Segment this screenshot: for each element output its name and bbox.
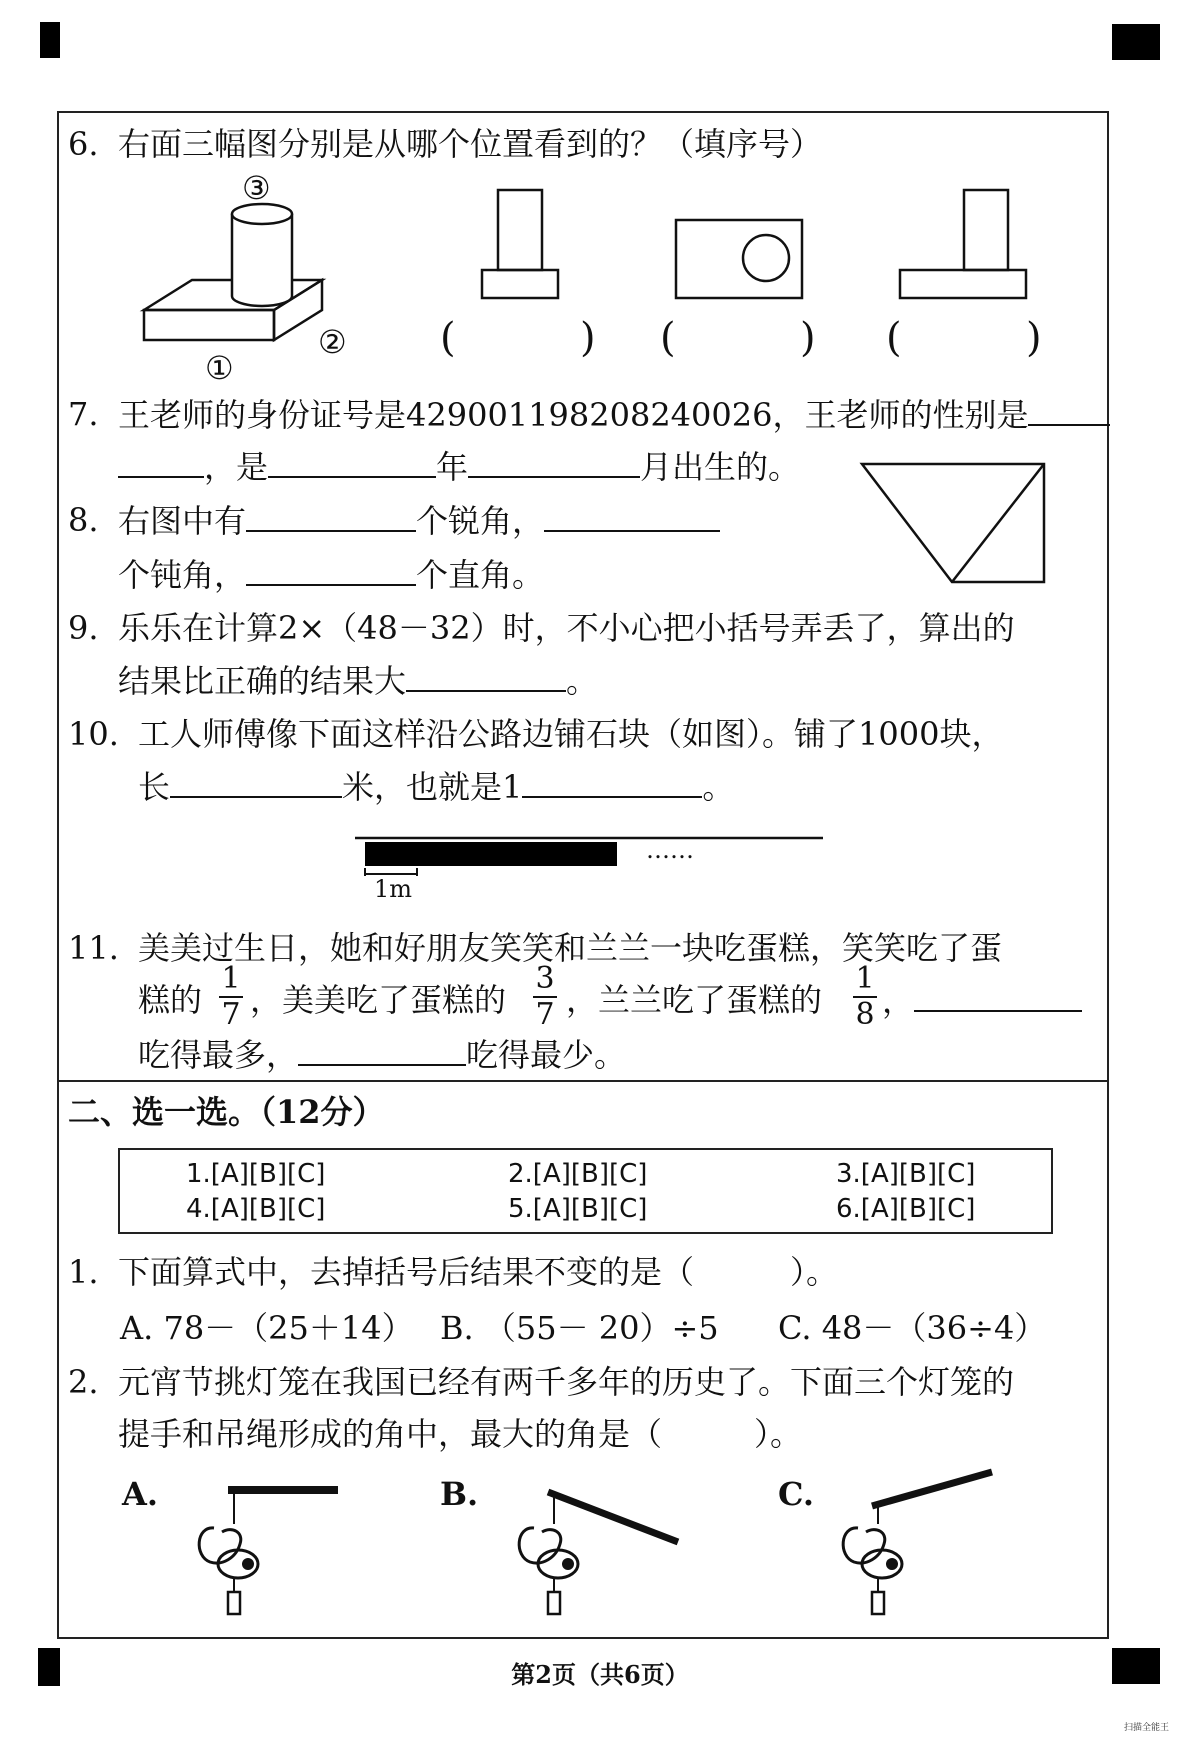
q7-line2 [118,446,800,487]
obtuse-count-blank[interactable] [544,500,720,532]
fraction-meimei [532,962,558,1032]
q11-comma: ， [882,982,915,1020]
fraction-3-denominator: 8 [855,997,875,1032]
position-label-1: ① [205,349,234,387]
right-count-blank[interactable] [246,554,416,586]
q11-line3 [138,1034,626,1075]
section-divider [57,1080,1109,1082]
q7-text-b: 年 [436,448,469,486]
q9-text-a: 结果比正确的结果大 [118,662,407,700]
q9-number: 9. [68,609,99,647]
answer-paren-right-1: ) [580,315,596,361]
q10-line2 [138,766,734,807]
view-front [480,188,560,300]
c2-number: 2. [68,1363,99,1401]
answer-paren-right-3: ) [1026,315,1042,361]
angle-figure [860,462,1050,586]
answer-choice-4[interactable]: 4.[A][B][C] [186,1194,326,1224]
answer-paren-left-1: ( [440,315,456,361]
lantern-label-b: B. [440,1475,479,1513]
q7-text-c: 月出生的。 [640,448,801,486]
q11-text-a: 糕的 [138,981,203,1019]
answer-choice-1[interactable]: 1.[A][B][C] [186,1159,326,1189]
q8-line1 [118,500,720,541]
fraction-lanlan [852,962,878,1032]
page-footer: 第2页（共6页） [511,1660,689,1689]
q11-number: 11. [68,929,119,967]
q7-line1-text: 王老师的身份证号是429001198208240026，王老师的性别是 [118,396,1029,434]
q11-text-f: 吃得最少。 [466,1036,627,1074]
c1-number: 1. [68,1253,99,1291]
acute-count-blank[interactable] [246,500,416,532]
answer-paren-right-2: ) [800,315,816,361]
continuation-dots: …… [646,836,694,864]
q6-text: 右面三幅图分别是从哪个位置看到的？（填序号） [118,125,823,163]
registration-mark-top-left [40,22,60,58]
answer-paren-left-2: ( [660,315,676,361]
section2-title: 二、选一选。（12分） [68,1093,385,1131]
c1-text-b: ）。 [790,1253,839,1291]
gender-blank[interactable] [1028,394,1110,426]
month-blank[interactable] [468,446,640,478]
c1-text-a: 下面算式中，去掉括号后结果不变的是（ [118,1253,695,1291]
q7-line1 [118,394,1110,435]
c1-text [118,1252,838,1292]
least-eaten-blank[interactable] [298,1034,466,1066]
answer-choice-2[interactable]: 2.[A][B][C] [508,1159,648,1189]
position-label-2: ② [318,323,347,361]
q10-line1: 工人师傅像下面这样沿公路边铺石块（如图）。铺了1000块， [138,715,1004,753]
q8-text-a: 右图中有 [118,502,247,540]
q8-line2 [118,554,544,595]
lantern-a-image [188,1480,348,1620]
q7-number: 7. [68,395,99,433]
fraction-3-numerator: 1 [855,961,875,996]
year-blank[interactable] [268,446,436,478]
q9-line1: 乐乐在计算2×（48－32）时，不小心把小括号弄丢了，算出的 [118,609,1015,647]
q10-text-a: 长 [138,768,171,806]
c2-line1: 元宵节挑灯笼在我国已经有两千多年的历史了。下面三个灯笼的 [118,1363,1015,1401]
lantern-label-c: C. [778,1475,815,1513]
c1-option-c: C. 48－（36÷4） [778,1309,1047,1347]
fraction-1-numerator: 1 [221,961,241,996]
fraction-2-denominator: 7 [535,997,555,1032]
q10-number: 10. [68,715,119,753]
stone-row-diagram [355,834,825,894]
q11-line1: 美美过生日，她和好朋友笑笑和兰兰一块吃蛋糕，笑笑吃了蛋 [138,929,1003,967]
answer-choice-3[interactable]: 3.[A][B][C] [836,1159,976,1189]
scale-label: 1m [374,875,413,903]
position-label-3: ③ [242,169,271,207]
fraction-1-denominator: 7 [221,997,241,1032]
q10-text-b: 米，也就是1 [342,768,523,806]
q7-text-a: ，是 [204,448,269,486]
gender-blank-cont[interactable] [118,446,204,478]
registration-mark-top-right [1112,24,1160,60]
c1-option-a: A. 78－（25＋14） [120,1309,414,1347]
q11-text-e: 吃得最多， [138,1036,299,1074]
q11-text-b: ，美美吃了蛋糕的 [250,981,507,1019]
view-side [898,188,1028,300]
c1-option-b: B. （55－ 20）÷5 [440,1309,719,1347]
q8-text-c: 个钝角， [118,556,247,594]
lantern-label-a: A. [122,1475,158,1513]
q6-number: 6. [68,125,99,163]
c2-text-a: 提手和吊绳形成的角中，最大的角是（ [118,1415,663,1453]
difference-blank[interactable] [406,660,566,692]
q9-text-b: 。 [566,662,599,700]
meters-blank[interactable] [170,766,342,798]
answer-choice-6[interactable]: 6.[A][B][C] [836,1194,976,1224]
q10-text-c: 。 [702,768,735,806]
lantern-b-image [508,1480,688,1620]
q11-text-d [882,980,1082,1021]
q8-text-b: 个锐角， [416,502,545,540]
lantern-c-image [832,1466,1012,1620]
fraction-2-numerator: 3 [535,961,555,996]
answer-paren-left-3: ( [886,315,902,361]
answer-choice-5[interactable]: 5.[A][B][C] [508,1194,648,1224]
q11-text-c: ，兰兰吃了蛋糕的 [566,981,823,1019]
fraction-xiaoxiao [218,962,244,1032]
q8-text-d: 个直角。 [416,556,545,594]
scanner-watermark: 扫描全能王 [1124,1723,1170,1733]
c2-text-b: ）。 [754,1415,803,1453]
c2-line2 [118,1414,802,1454]
q8-number: 8. [68,501,99,539]
view-top [674,218,804,300]
unit-blank[interactable] [522,766,702,798]
most-eaten-blank[interactable] [914,980,1082,1012]
q9-line2 [118,660,598,701]
